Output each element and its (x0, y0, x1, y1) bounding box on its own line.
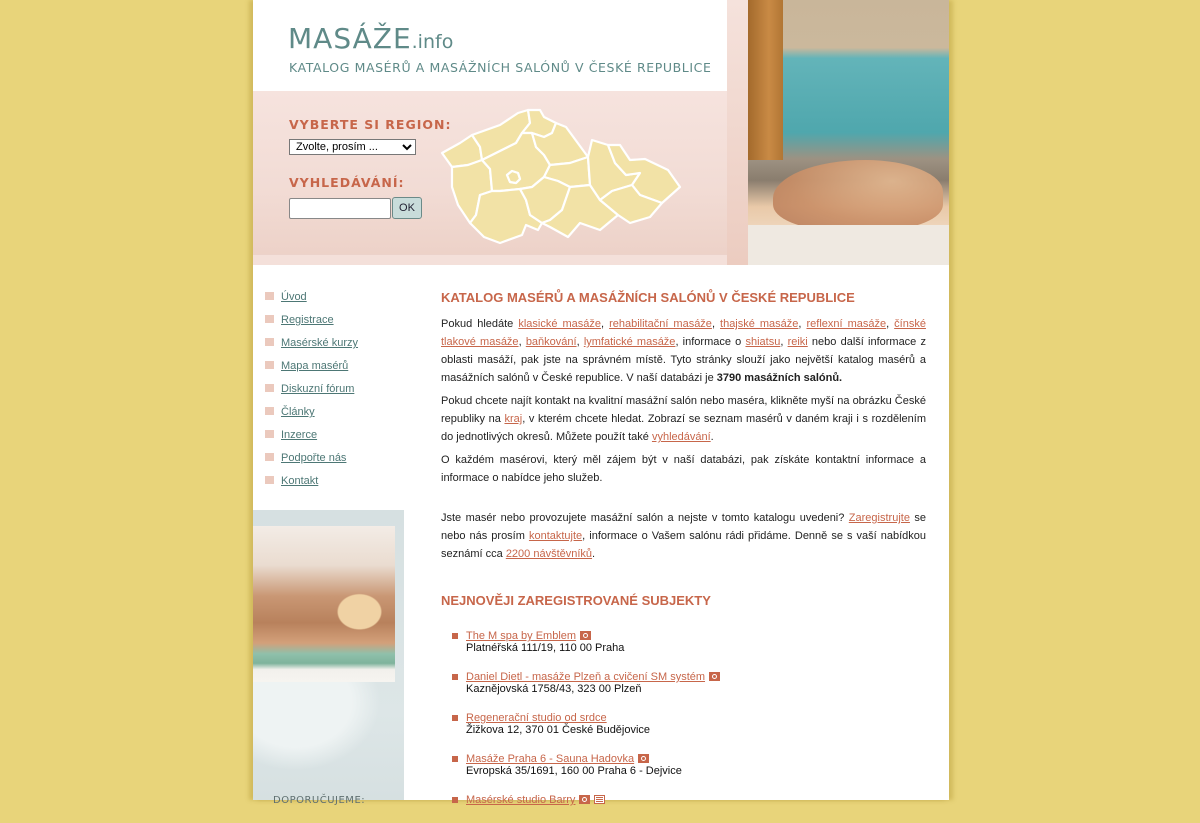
text: . (710, 431, 714, 443)
sidebar-link-kontakt[interactable]: Kontakt (281, 475, 319, 487)
bullet-icon (265, 407, 274, 415)
bullet-icon (452, 715, 458, 721)
salon-address: Evropská 35/1691, 160 00 Praha 6 - Dejvice (466, 765, 682, 777)
header-massage-photo (748, 0, 949, 265)
camera-icon[interactable] (709, 672, 720, 681)
header (253, 0, 949, 265)
text: Jste masér nebo provozujete masážní salón a nejste v tomto katalogu uvedeni? (441, 512, 849, 524)
text: , informace o (675, 336, 746, 348)
region-label: VYBERTE SI REGION: (289, 117, 452, 132)
header-divider (727, 0, 748, 265)
sidebar-item-clanky[interactable] (253, 402, 404, 425)
bullet-icon (452, 633, 458, 639)
sidebar-link-mapa-maseru[interactable]: Mapa masérů (281, 360, 349, 372)
list-item (441, 794, 926, 806)
bullet-icon (265, 292, 274, 300)
sidebar-link-registrace[interactable]: Registrace (281, 314, 334, 326)
latest-list (441, 630, 926, 806)
sidebar-item-diskuzni-forum[interactable] (253, 379, 404, 402)
link-kraj[interactable]: kraj (504, 413, 523, 425)
text: , (518, 336, 526, 348)
salon-count: 3790 masážních salónů. (716, 372, 843, 384)
salon-link[interactable]: Regenerační studio od srdce (466, 712, 607, 724)
sidebar-link-podporte-nas[interactable]: Podpořte nás (281, 452, 347, 464)
photo-shutter (748, 0, 783, 160)
bullet-icon (452, 674, 458, 680)
sidebar-item-uvod[interactable] (253, 287, 404, 310)
logo[interactable] (253, 0, 728, 91)
promo-decoration (253, 682, 395, 782)
list-item (441, 630, 926, 654)
sidebar-link-inzerce[interactable]: Inzerce (281, 429, 318, 441)
text: se nebo nás prosím (441, 512, 926, 542)
link-rehabilitacni-masaze[interactable]: rehabilitační masáže (609, 318, 712, 330)
logo-subtitle: KATALOG MASÉRŮ A MASÁŽNÍCH SALÓNŮ V ČESKÉ REPUBLICE (289, 60, 712, 75)
sidebar-promo (253, 510, 404, 806)
bullet-icon (265, 430, 274, 438)
sidebar-link-diskuzni-forum[interactable]: Diskuzní fórum (281, 383, 355, 395)
latest-heading: NEJNOVĚJI ZAREGISTROVANÉ SUBJEKTY (441, 593, 711, 608)
salon-link[interactable]: Masáže Praha 6 - Sauna Hadovka (466, 753, 635, 765)
link-reiki[interactable]: reiki (787, 336, 808, 348)
info-paragraph: O každém masérovi, který měl zájem být v naší databázi, pak získáte kontaktní informace a informace o nabídce jeho služeb. (441, 454, 926, 484)
sidebar-link-uvod[interactable]: Úvod (281, 291, 307, 303)
salon-link[interactable]: Daniel Dietl - masáže Plzeň a cvičení SM systém (466, 671, 706, 683)
text: Pokud hledáte (441, 318, 519, 330)
intro-paragraph (441, 315, 926, 387)
sidebar-link-clanky[interactable]: Články (281, 406, 315, 418)
sidebar-nav (253, 287, 404, 494)
search-ok-button[interactable]: OK (392, 197, 422, 219)
salon-address: Žižkova 12, 370 01 České Budějovice (466, 724, 651, 736)
link-klasicke-masaze[interactable]: klasické masáže (518, 318, 601, 330)
link-cinske-tlakove-masaze[interactable]: čínské tlakové masáže (441, 318, 926, 348)
bullet-icon (265, 361, 274, 369)
list-item (441, 671, 926, 695)
salon-address: Kaznějovská 1758/43, 323 00 Plzeň (466, 683, 642, 695)
register-paragraph (441, 509, 926, 563)
text: , (576, 336, 584, 348)
logo-tld-text: .info (411, 31, 454, 53)
link-vyhledavani[interactable]: vyhledávání (651, 431, 711, 443)
sidebar-item-registrace[interactable] (253, 310, 404, 333)
bullet-icon (265, 315, 274, 323)
map-instructions-paragraph (441, 392, 926, 446)
link-bankovani[interactable]: baňkování (525, 336, 577, 348)
sidebar-item-kontakt[interactable] (253, 471, 404, 494)
salon-link[interactable]: The M spa by Emblem (466, 630, 577, 642)
text: , v kterém chcete hledat. Zobrazí se seznam masérů v daném kraji i s rozdělením do jednotlivých okresů. Můžete použít také (441, 413, 926, 443)
sidebar-item-inzerce[interactable] (253, 425, 404, 448)
bullet-icon (265, 476, 274, 484)
list-item (441, 712, 926, 736)
sidebar-item-maserske-kurzy[interactable] (253, 333, 404, 356)
camera-icon[interactable] (580, 631, 591, 640)
text: . (592, 548, 596, 560)
sidebar-link-maserske-kurzy[interactable]: Masérské kurzy (281, 337, 359, 349)
photo-woman (773, 160, 943, 230)
bullet-icon (452, 797, 458, 803)
link-kontaktujte[interactable]: kontaktujte (528, 530, 583, 542)
bullet-icon (265, 453, 274, 461)
link-shiatsu[interactable]: shiatsu (745, 336, 781, 348)
salon-link[interactable]: Masérské studio Barry (466, 794, 576, 806)
region-praha[interactable] (507, 171, 520, 183)
text: , (601, 318, 610, 330)
link-lymfaticke-masaze[interactable]: lymfatické masáže (583, 336, 676, 348)
logo-main-text: MASÁŽE (288, 22, 412, 55)
recommend-label: DOPORUČUJEME: (273, 795, 366, 806)
text: , (798, 318, 807, 330)
text: Pokud chcete najít kontakt na kvalitní masážní salón nebo maséra, klikněte myší na obrázku České republiky na (441, 395, 926, 425)
bullet-icon (265, 384, 274, 392)
link-zaregistrujte[interactable]: Zaregistrujte (848, 512, 910, 524)
czech-republic-map-icon[interactable] (440, 105, 685, 250)
page-title: KATALOG MASÉRŮ A MASÁŽNÍCH SALÓNŮ V ČESKÉ REPUBLICE (441, 290, 855, 305)
camera-icon[interactable] (638, 754, 649, 763)
bullet-icon (452, 756, 458, 762)
link-reflexni-masaze[interactable]: reflexní masáže (806, 318, 887, 330)
link-navstevniku[interactable]: 2200 návštěvníků (505, 548, 593, 560)
search-input[interactable] (289, 198, 391, 219)
text: , (780, 336, 788, 348)
list-item (441, 753, 926, 777)
bullet-icon (265, 338, 274, 346)
logo-title[interactable] (288, 22, 453, 55)
link-thajske-masaze[interactable]: thajské masáže (720, 318, 799, 330)
text: , (711, 318, 721, 330)
main-content (441, 290, 926, 823)
text: nebo další informace z oblasti masáží, pak jste na správném místě. Tyto stránky slouží jako největší katalog masérů a masážních salónů v České republice. V naší databázi je (441, 336, 926, 384)
salon-address: Platnéřská 111/19, 110 00 Praha (466, 642, 625, 654)
search-label: VYHLEDÁVÁNÍ: (289, 175, 405, 190)
text: , (886, 318, 895, 330)
photo-towel (748, 225, 949, 265)
page (253, 0, 949, 806)
region-select[interactable] (289, 139, 416, 155)
promo-massage-photo (253, 526, 395, 682)
text: , informace o Vašem salónu rádi přidáme. Denně se s vaší nabídkou seznámí cca (441, 530, 927, 560)
sidebar-item-podporte-nas[interactable] (253, 448, 404, 471)
sidebar-item-mapa-maseru[interactable] (253, 356, 404, 379)
